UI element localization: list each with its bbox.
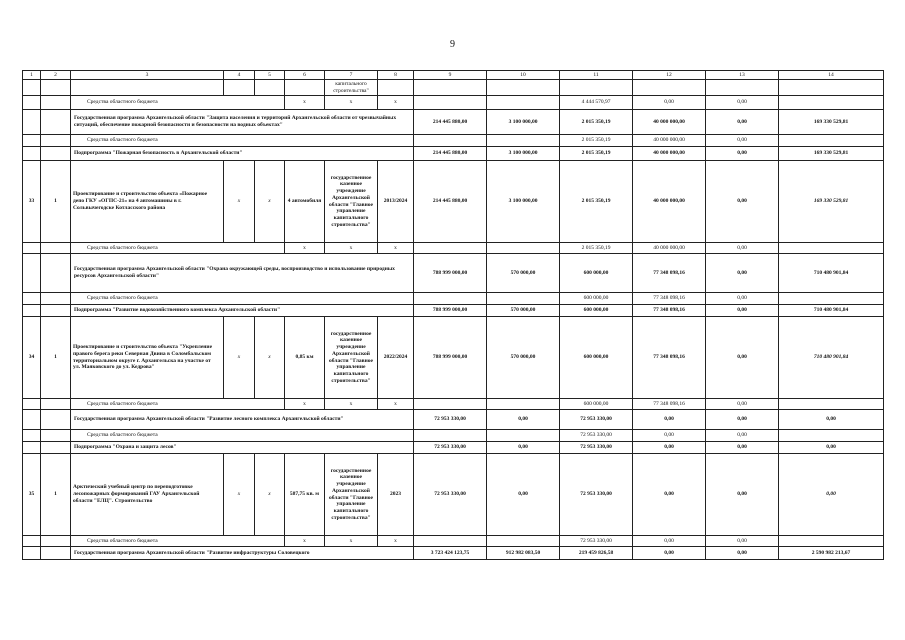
value-col-10: 0,00 — [487, 454, 560, 536]
project-row — [23, 161, 884, 243]
value-col-9: 3 723 424 123,75 — [414, 547, 487, 560]
value-col-13: 0,00 — [706, 454, 779, 536]
source-label: Средства областного бюджета — [71, 399, 285, 410]
col-4-marker: х — [224, 161, 255, 243]
x-marker: x — [325, 399, 378, 410]
investment-table — [22, 70, 884, 560]
empty-cell — [41, 442, 71, 454]
empty-cell — [23, 254, 41, 293]
value-col-9: 214 445 880,00 — [414, 161, 487, 243]
value-col-13: 0,00 — [706, 410, 779, 430]
empty-cell — [779, 430, 884, 442]
subprogram-row — [23, 147, 884, 161]
program-title: Государственная программа Архангельской области "Развитие инфраструктуры Соловецкого — [71, 547, 414, 560]
value-col-11: 72 953 330,00 — [560, 454, 633, 536]
col-5-marker: х — [255, 317, 285, 399]
empty-cell — [41, 305, 71, 317]
program-title: Государственная программа Архангельской области "Развитие лесного комплекса Архангельской области" — [71, 410, 414, 430]
value-col-10: 570 000,00 — [487, 317, 560, 399]
source-label: Средства областного бюджета — [71, 536, 285, 547]
empty-cell — [23, 243, 41, 254]
x-marker: x — [378, 536, 414, 547]
value-col-12: 0,00 — [633, 410, 706, 430]
value-col-9: 788 999 000,00 — [414, 254, 487, 293]
value-col-11: 600 000,00 — [560, 317, 633, 399]
empty-cell — [487, 293, 560, 305]
col-4-marker: х — [224, 317, 255, 399]
sub-number: 1 — [41, 161, 71, 243]
x-marker: x — [285, 536, 325, 547]
x-marker: x — [378, 96, 414, 110]
empty-cell — [23, 96, 41, 110]
value-col-14: 169 330 529,81 — [779, 147, 884, 161]
value-col-12: 77 348 098,16 — [633, 293, 706, 305]
project-name: Проектирование и строительство объекта «Пожарное депо ГКУ «ОГПС-21» на 4 автомашины в г. Сольвычегодске Котласского района — [71, 161, 224, 243]
empty-cell — [23, 410, 41, 430]
value-col-11: 2 015 350,19 — [560, 243, 633, 254]
empty-cell — [23, 430, 41, 442]
x-marker: x — [325, 96, 378, 110]
empty-cell — [414, 536, 487, 547]
empty-cell — [41, 135, 71, 147]
value-col-9: 72 953 330,00 — [414, 442, 487, 454]
empty-cell — [23, 305, 41, 317]
program-row — [23, 254, 884, 293]
x-marker: x — [378, 399, 414, 410]
value-col-13: 0,00 — [706, 442, 779, 454]
project-row — [23, 454, 884, 536]
customer-cell: государственное казенное учреждение Архангельской области "Главное управление капитального строительства" — [325, 454, 378, 536]
header-cell: 8 — [378, 71, 414, 80]
x-marker: x — [325, 536, 378, 547]
empty-cell — [414, 243, 487, 254]
value-col-12: 40 000 000,00 — [633, 110, 706, 135]
capacity: 4 автомобиля — [285, 161, 325, 243]
value-col-13: 0,00 — [706, 399, 779, 410]
value-col-13: 0,00 — [706, 305, 779, 317]
program-row — [23, 547, 884, 560]
customer-cell: капитального строительства" — [325, 80, 378, 96]
value-col-13: 0,00 — [706, 161, 779, 243]
value-col-11: 72 953 330,00 — [560, 536, 633, 547]
value-col-13: 0,00 — [706, 110, 779, 135]
value-col-11: 600 000,00 — [560, 254, 633, 293]
value-col-13: 0,00 — [706, 135, 779, 147]
header-cell: 13 — [706, 71, 779, 80]
budget-source-row — [23, 96, 884, 110]
empty-cell — [41, 399, 71, 410]
header-cell: 12 — [633, 71, 706, 80]
value-col-12: 77 348 098,16 — [633, 254, 706, 293]
value-col-10: 912 982 083,50 — [487, 547, 560, 560]
empty-cell — [779, 243, 884, 254]
value-col-9: 72 953 330,00 — [414, 454, 487, 536]
budget-source-row — [23, 536, 884, 547]
period: 2013/2024 — [378, 161, 414, 243]
empty-cell — [414, 430, 487, 442]
col-5-marker: х — [255, 161, 285, 243]
value-col-12: 77 348 098,16 — [633, 317, 706, 399]
value-col-14: 0,00 — [779, 454, 884, 536]
empty-cell — [23, 442, 41, 454]
empty-cell — [41, 536, 71, 547]
value-col-14: 169 330 529,81 — [779, 110, 884, 135]
value-col-11: 72 953 330,00 — [560, 410, 633, 430]
budget-source-row — [23, 293, 884, 305]
value-col-11: 2 015 350,19 — [560, 161, 633, 243]
value-col-11: 600 000,00 — [560, 305, 633, 317]
x-marker: x — [325, 243, 378, 254]
empty-cell — [779, 96, 884, 110]
value-col-11: 72 953 330,00 — [560, 442, 633, 454]
subprogram-row — [23, 305, 884, 317]
value-col-12: 0,00 — [633, 536, 706, 547]
value-col-13: 0,00 — [706, 96, 779, 110]
value-col-14: 710 480 901,84 — [779, 254, 884, 293]
value-col-11: 2 015 350,19 — [560, 147, 633, 161]
header-cell: 9 — [414, 71, 487, 80]
value-col-12: 0,00 — [633, 454, 706, 536]
period: 2022/2024 — [378, 317, 414, 399]
value-col-11: 2 015 350,19 — [560, 110, 633, 135]
header-cell: 5 — [255, 71, 285, 80]
empty-cell — [41, 243, 71, 254]
budget-source-row — [23, 243, 884, 254]
empty-cell — [23, 135, 41, 147]
value-col-13: 0,00 — [706, 317, 779, 399]
empty-cell — [779, 536, 884, 547]
x-marker: x — [285, 96, 325, 110]
header-cell: 6 — [285, 71, 325, 80]
value-col-10: 3 100 000,00 — [487, 110, 560, 135]
x-marker: x — [285, 243, 325, 254]
value-col-9: 72 953 330,00 — [414, 410, 487, 430]
empty-cell — [23, 399, 41, 410]
value-col-11: 72 953 330,00 — [560, 430, 633, 442]
subprogram-title: Подпрограмма "Охрана и защита лесов" — [71, 442, 414, 454]
customer-cell: государственное казенное учреждение Архангельской области "Главное управление капитального строительства" — [325, 161, 378, 243]
value-col-14: 0,00 — [779, 410, 884, 430]
project-row — [23, 317, 884, 399]
empty-cell — [41, 254, 71, 293]
row-number: 35 — [23, 454, 41, 536]
empty-cell — [487, 536, 560, 547]
empty-cell — [487, 96, 560, 110]
empty-cell — [41, 110, 71, 135]
value-col-12: 77 348 098,16 — [633, 399, 706, 410]
project-name: Проектирование и строительство объекта "Укрепление правого берега реки Северная Двина в Соломбальском территориальном округе г. Архангельска на участке от ул. Маяковского до ул. Кедрова" — [71, 317, 224, 399]
value-col-13: 0,00 — [706, 243, 779, 254]
row-number: 34 — [23, 317, 41, 399]
subprogram-row — [23, 442, 884, 454]
empty-cell — [23, 536, 41, 547]
budget-source-row — [23, 135, 884, 147]
value-col-13: 0,00 — [706, 293, 779, 305]
empty-cell — [487, 430, 560, 442]
budget-source-row — [23, 399, 884, 410]
value-col-9: 788 999 000,00 — [414, 317, 487, 399]
value-col-10: 3 100 000,00 — [487, 161, 560, 243]
header-cell: 11 — [560, 71, 633, 80]
header-row — [23, 71, 884, 80]
value-col-11: 2 015 350,19 — [560, 135, 633, 147]
value-col-13: 0,00 — [706, 547, 779, 560]
value-col-14: 710 480 901,84 — [779, 305, 884, 317]
value-col-10: 0,00 — [487, 442, 560, 454]
empty-cell — [487, 399, 560, 410]
value-col-13: 0,00 — [706, 147, 779, 161]
empty-cell — [41, 410, 71, 430]
value-col-12: 0,00 — [633, 96, 706, 110]
program-row — [23, 410, 884, 430]
empty-cell — [23, 547, 41, 560]
customer-cell: государственное казенное учреждение Архангельской области "Главное управление капитального строительства" — [325, 317, 378, 399]
empty-cell — [487, 135, 560, 147]
source-label: Средства областного бюджета — [71, 293, 414, 305]
value-col-14: 710 480 901,84 — [779, 317, 884, 399]
period: 2023 — [378, 454, 414, 536]
value-col-11: 600 000,00 — [560, 293, 633, 305]
header-cell: 4 — [224, 71, 255, 80]
empty-cell — [779, 399, 884, 410]
value-col-9: 788 999 000,00 — [414, 305, 487, 317]
value-col-12: 40 000 000,00 — [633, 161, 706, 243]
program-title: Государственная программа Архангельской области "Охрана окружающей среды, воспроизводство и использование природных ресурсов Архангельской области" — [71, 254, 414, 293]
project-name: Арктический учебный центр по переподготовке лесопожарных формирований ГАУ Архангельской области "ЕЛЦ". Строительство — [71, 454, 224, 536]
empty-cell — [779, 293, 884, 305]
program-row — [23, 110, 884, 135]
value-col-14: 0,00 — [779, 442, 884, 454]
empty-cell — [41, 96, 71, 110]
value-col-13: 0,00 — [706, 536, 779, 547]
value-col-12: 0,00 — [633, 547, 706, 560]
budget-source-row — [23, 430, 884, 442]
sub-number: 1 — [41, 454, 71, 536]
value-col-12: 0,00 — [633, 442, 706, 454]
value-col-10: 570 000,00 — [487, 305, 560, 317]
header-cell: 10 — [487, 71, 560, 80]
value-col-13: 0,00 — [706, 430, 779, 442]
value-col-9: 214 445 880,00 — [414, 110, 487, 135]
value-col-12: 77 348 098,16 — [633, 305, 706, 317]
empty-cell — [41, 147, 71, 161]
value-col-10: 3 100 000,00 — [487, 147, 560, 161]
header-cell: 1 — [23, 71, 41, 80]
continuation-row — [23, 80, 884, 96]
value-col-11: 219 459 826,58 — [560, 547, 633, 560]
header-cell: 3 — [71, 71, 224, 80]
col-5-marker: х — [255, 454, 285, 536]
value-col-14: 2 590 982 213,67 — [779, 547, 884, 560]
source-label: Средства областного бюджета — [71, 135, 414, 147]
subprogram-title: Подпрограмма "Пожарная безопасность в Архангельской области" — [71, 147, 414, 161]
x-marker: x — [378, 243, 414, 254]
header-cell: 7 — [325, 71, 378, 80]
header-cell: 2 — [41, 71, 71, 80]
program-title: Государственная программа Архангельской области "Защита населения и территорий Архангельской области от чрезвычайных ситуаций, обеспечение пожарной безопасности и безопасности на водных объектах" — [71, 110, 414, 135]
empty-cell — [23, 147, 41, 161]
source-label: Средства областного бюджета — [71, 96, 285, 110]
value-col-12: 40 000 000,00 — [633, 243, 706, 254]
value-col-10: 0,00 — [487, 410, 560, 430]
empty-cell — [414, 135, 487, 147]
value-col-12: 40 000 000,00 — [633, 147, 706, 161]
empty-cell — [23, 293, 41, 305]
empty-cell — [41, 430, 71, 442]
empty-cell — [487, 243, 560, 254]
col-4-marker: х — [224, 454, 255, 536]
empty-cell — [414, 96, 487, 110]
capacity: 0,85 км — [285, 317, 325, 399]
page-number: 9 — [450, 39, 455, 50]
value-col-11: 4 444 570,97 — [560, 96, 633, 110]
value-col-12: 0,00 — [633, 430, 706, 442]
sub-number: 1 — [41, 317, 71, 399]
source-label: Средства областного бюджета — [71, 243, 285, 254]
row-number: 33 — [23, 161, 41, 243]
capacity: 587,75 кв. м — [285, 454, 325, 536]
empty-cell — [779, 135, 884, 147]
empty-cell — [414, 293, 487, 305]
value-col-12: 40 000 000,00 — [633, 135, 706, 147]
empty-cell — [41, 547, 71, 560]
header-cell: 14 — [779, 71, 884, 80]
empty-cell — [414, 399, 487, 410]
empty-cell — [41, 293, 71, 305]
value-col-14: 169 330 529,81 — [779, 161, 884, 243]
x-marker: x — [285, 399, 325, 410]
value-col-13: 0,00 — [706, 254, 779, 293]
value-col-10: 570 000,00 — [487, 254, 560, 293]
value-col-11: 600 000,00 — [560, 399, 633, 410]
source-label: Средства областного бюджета — [71, 430, 414, 442]
subprogram-title: Подпрограмма "Развитие водохозяйственного комплекса Архангельской области" — [71, 305, 414, 317]
value-col-9: 214 445 880,00 — [414, 147, 487, 161]
empty-cell — [23, 110, 41, 135]
